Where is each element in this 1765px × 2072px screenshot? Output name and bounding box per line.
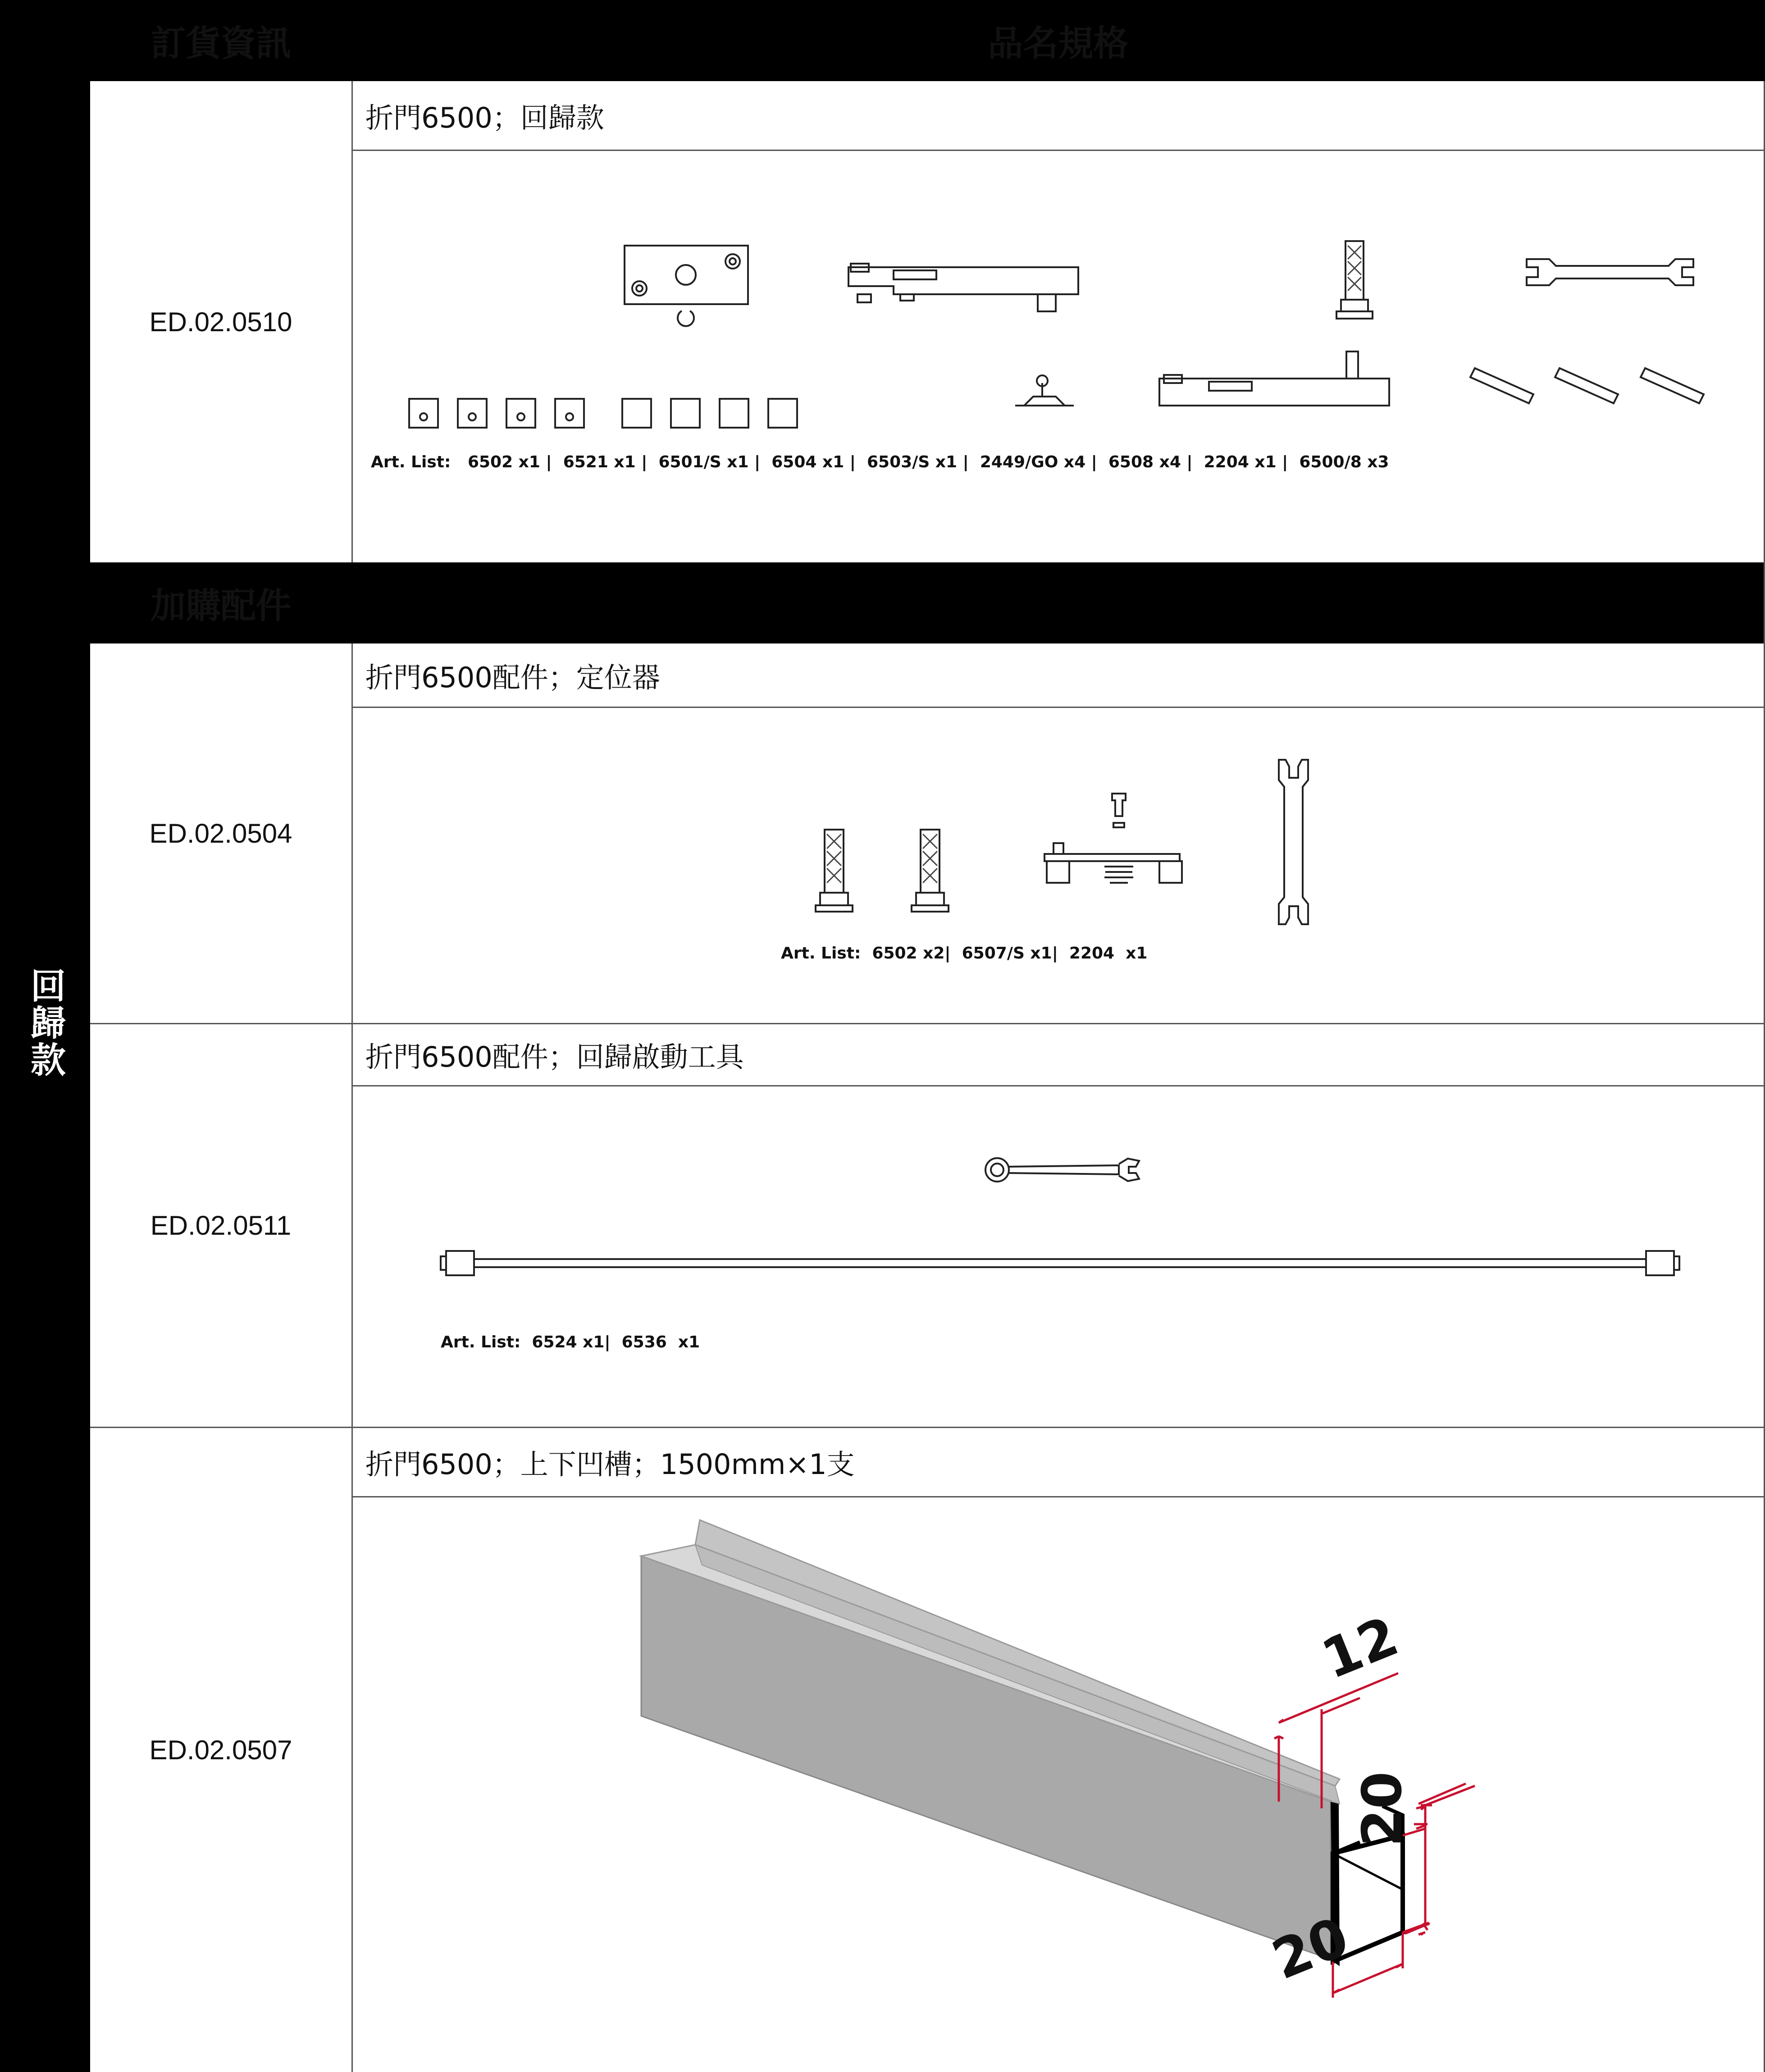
- ed-02-0511-parts-drawing: [353, 1086, 1763, 1357]
- product-title-1: 折門6500；回歸款: [365, 101, 604, 134]
- product-code-2: ED.02.0504: [149, 818, 292, 849]
- dimension-right-label: 20: [1351, 1771, 1414, 1847]
- section-addon-title: 加購配件: [150, 586, 291, 626]
- art-list-1: Art. List: 6502 x1 | 6521 x1 | 6501/S x1 | 6504 x1 | 6503/S x1 | 2449/GO x4 | 6508 x4 | 2204 x1 | 6500/8 x3: [371, 453, 1389, 471]
- header-product-spec: 品名規格: [988, 23, 1129, 64]
- channel-profile-drawing: [353, 1497, 1763, 2070]
- product-code-4: ED.02.0507: [149, 1735, 292, 1765]
- header-order-info: 訂貨資訊: [150, 23, 291, 64]
- dimension-top-label: 12: [1313, 1605, 1407, 1692]
- product-title-3: 折門6500配件；回歸啟動工具: [365, 1041, 744, 1073]
- art-list-2: Art. List: 6502 x2| 6507/S x1| 2204 x1: [781, 944, 1148, 963]
- product-code-3: ED.02.0511: [150, 1210, 292, 1241]
- product-title-4: 折門6500；上下凹槽；1500mm×1支: [365, 1448, 855, 1481]
- dimension-bottom-label: 20: [1264, 1905, 1357, 1992]
- ed-02-0510-parts-drawing: [353, 151, 1763, 466]
- ed-02-0504-parts-drawing: [353, 708, 1763, 933]
- art-list-3: Art. List: 6524 x1| 6536 x1: [441, 1333, 700, 1351]
- product-title-2: 折門6500配件；定位器: [365, 661, 660, 694]
- product-code-1: ED.02.0510: [149, 306, 292, 337]
- side-label: 回歸款: [25, 968, 65, 1078]
